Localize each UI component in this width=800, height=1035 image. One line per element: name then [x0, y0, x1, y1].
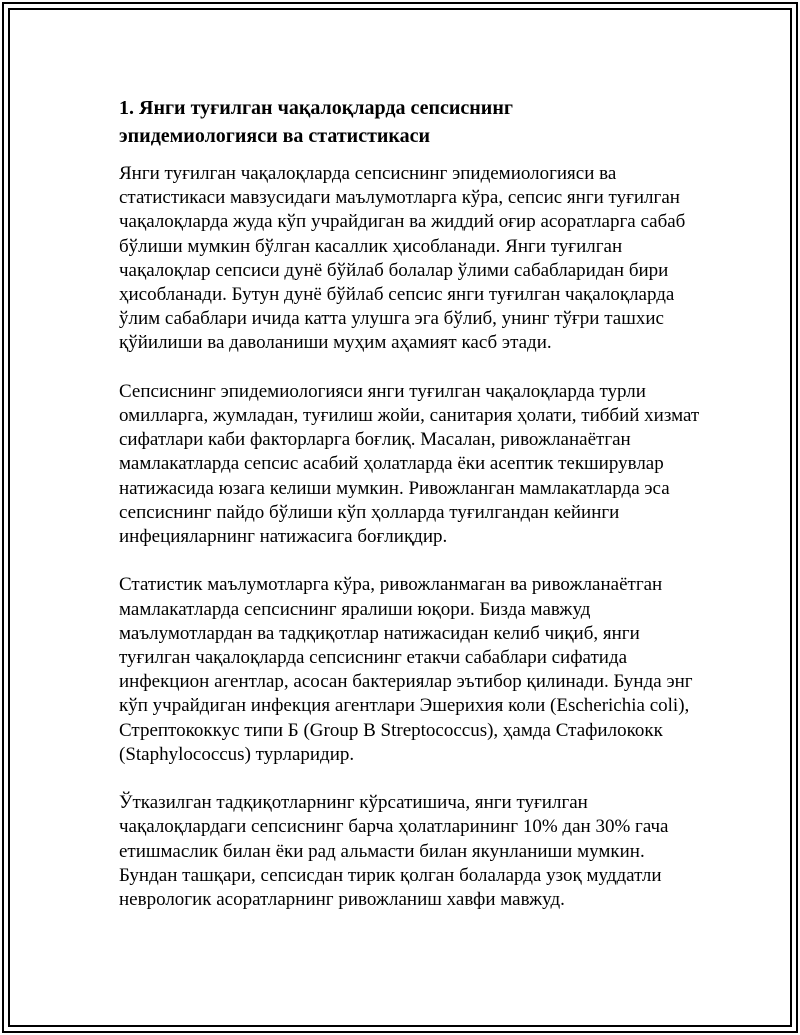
text-line: чақалоқларда жуда кўп учрайдиган ва жиддий оғир асоратларга сабаб — [119, 211, 686, 233]
heading-line: 1. Янги туғилган чақалоқларда сепсиснинг — [119, 97, 513, 119]
paragraph-3 — [119, 573, 719, 767]
text-line: туғилган чақалоқларда сепсиснинг етакчи сабаблари сифатида — [119, 647, 628, 669]
text-line: Стрептококкус типи Б (Group B Streptococcus), ҳамда Стафилококк — [119, 719, 663, 741]
text-line: омилларга, жумладан, туғилиш жойи, санитария ҳолати, тиббий хизмат — [119, 405, 700, 427]
text-line: ўлим сабаблари ичида катта улушга эга бўлиб, унинг тўғри ташхис — [119, 308, 664, 330]
text-line: неврологик асоратларнинг ривожланиш хавфи мавжуд. — [119, 889, 565, 911]
text-line: сепсиснинг пайдо бўлиши кўп ҳолларда туғилгандан кейинги — [119, 501, 620, 523]
text-line: инфекцион агентлар, асосан бактериялар эътибор қилинади. Бунда энг — [119, 671, 693, 693]
paragraph-1 — [119, 162, 719, 356]
text-line: сифатлари каби факторларга боғлиқ. Масалан, ривожланаётган — [119, 429, 631, 451]
text-line: Статистик маълумотларга кўра, ривожланмаган ва ривожланаётган — [119, 574, 663, 596]
paragraph-4 — [119, 791, 719, 912]
text-line: кўп учрайдиган инфекция агентлари Эшерихия коли (Escherichia coli), — [119, 695, 690, 717]
text-line: мамлакатларда сепсиснинг яралиши юқори. Бизда мавжуд — [119, 598, 591, 620]
paragraph-2 — [119, 380, 719, 549]
heading-line: эпидемиологияси ва статистикаси — [119, 125, 431, 147]
text-line: Ўтказилган тадқиқотларнинг кўрсатишича, янги туғилган — [119, 792, 588, 814]
text-line: статистикаси мавзусидаги маълумотларга кўра, сепсис янги туғилган — [119, 187, 680, 209]
text-line: ҳисобланади. Бутун дунё бўйлаб сепсис янги туғилган чақалоқларда — [119, 284, 675, 306]
text-line: қўйилиши ва даволаниши муҳим аҳамият касб этади. — [119, 332, 552, 354]
text-line: (Staphylococcus) турларидир. — [119, 743, 355, 765]
text-line: чақалоқлардаги сепсиснинг барча ҳолатларининг 10% дан 30% гача — [119, 816, 669, 838]
text-line: мамлакатларда сепсис асабий ҳолатларда ёки асептик текширувлар — [119, 453, 664, 475]
text-line: инфецияларнинг натижасига боғлиқдир. — [119, 526, 448, 548]
text-line: бўлиши мумкин бўлган касаллик ҳисобланади. Янги туғилган — [119, 235, 623, 257]
text-line: натижасида юзага келиши мумкин. Ривожланган мамлакатларда эса — [119, 477, 670, 499]
text-line: Сепсиснинг эпидемиологияси янги туғилган чақалоқларда турли — [119, 380, 646, 402]
text-line: Янги туғилган чақалоқларда сепсиснинг эпидемиологияси ва — [119, 163, 617, 184]
text-line: чақалоқлар сепсиси дунё бўйлаб болалар ўлими сабабларидан бири — [119, 259, 669, 281]
section-heading — [119, 94, 719, 150]
text-line: Бундан ташқари, сепсисдан тирик қолган болаларда узоқ муддатли — [119, 864, 662, 886]
text-line: етишмаслик билан ёки рад альмасти билан якунланиши мумкин. — [119, 840, 645, 862]
text-line: маълумотлардан ва тадқиқотлар натижасидан келиб чиқиб, янги — [119, 622, 640, 644]
document-body — [119, 94, 719, 912]
